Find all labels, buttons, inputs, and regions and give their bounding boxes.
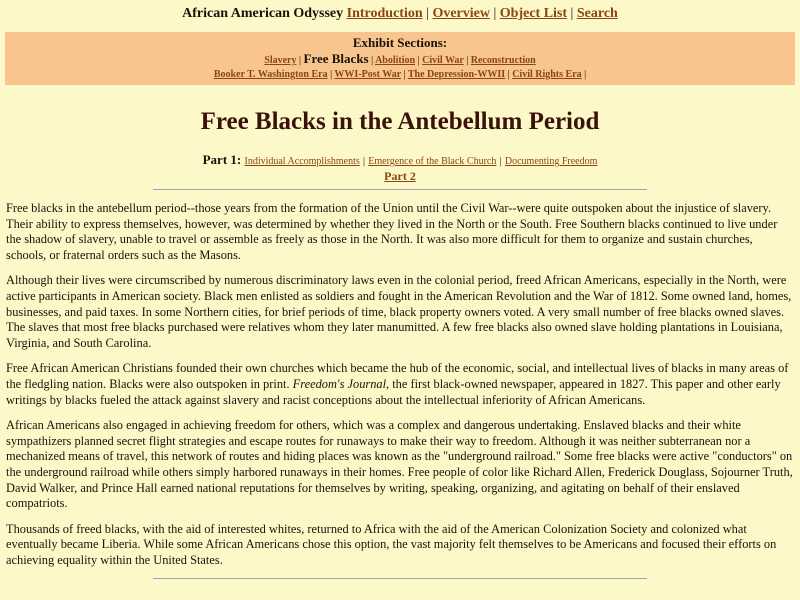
section-link-abolition[interactable]: Abolition <box>375 55 416 66</box>
section-link-civil-rights-era[interactable]: Civil Rights Era <box>512 69 582 80</box>
nav-link-search[interactable]: Search <box>576 6 618 21</box>
section-link-depression-wwii[interactable]: The Depression-WWII <box>407 69 506 80</box>
part-2-row <box>0 169 800 183</box>
section-link-booker-t-washington-era[interactable]: Booker T. Washington Era <box>213 69 328 80</box>
section-separator: | <box>371 55 374 66</box>
page-title: Free Blacks in the Antebellum Period <box>200 108 600 135</box>
exhibit-sections-heading: Exhibit Sections: <box>352 35 448 50</box>
paragraph-5: Thousands of freed blacks, with the aid of interested whites, returned to Africa with the aid of the American Colonization Society and colonized what eventually became Liberia. While some African Americans chose this option, the vast majority felt themselves to be Americans and focused their efforts on achieving equality within the United States. <box>6 521 777 567</box>
divider-top <box>153 189 647 190</box>
nav-separator: | <box>570 6 574 21</box>
divider-bottom <box>153 578 647 579</box>
section-link-civil-war[interactable]: Civil War <box>422 55 464 66</box>
exhibit-sections-panel <box>5 32 795 85</box>
nav-separator: | <box>426 6 429 21</box>
paragraph-3-text-end: , the first black-owned newspaper, appeared in 1827. This paper and other early writings by blacks fueled the attack against slavery and racist conceptions about the intellectual inferiority of African Americans. <box>6 376 781 407</box>
part-1-row <box>0 153 800 169</box>
nav-link-overview[interactable]: Overview <box>432 6 490 21</box>
part-navigation <box>0 153 800 183</box>
paragraph-1: Free blacks in the antebellum period--those years from the formation of the Union until the Civil War--were quite outspoken about the injustice of slavery. Their ability to express themselves, however, was determined by whether they lived in the North or the South. Free Southern blacks continued to live under the shadow of slavery, unable to travel or assemble as freely as those in the North. It was also more difficult for them to organize and sustain churches, schools, or fraternal orders such as the Masons. <box>6 201 778 262</box>
site-title: African American Odyssey <box>182 6 344 21</box>
part-link-individual-accomplishments[interactable]: Individual Accomplishments <box>244 156 360 167</box>
paragraph-3 <box>6 361 794 408</box>
paragraph-3-text-start: Free African American Christians founded their own churches which became the hub of the economic, social, and intellectual lives of blacks in many areas of the fledgling nation. Blacks were also outspoken in print. <box>6 361 789 391</box>
top-navigation <box>0 0 800 26</box>
nav-link-object-list[interactable]: Object List <box>499 6 568 21</box>
part-separator: | <box>499 156 502 167</box>
part-link-documenting-freedom[interactable]: Documenting Freedom <box>504 156 598 167</box>
part-link-emergence-black-church[interactable]: Emergence of the Black Church <box>368 156 497 167</box>
section-link-slavery[interactable]: Slavery <box>264 55 297 66</box>
section-link-reconstruction[interactable]: Reconstruction <box>470 55 536 66</box>
part-1-label: Part 1: <box>202 152 242 167</box>
exhibit-sections-row-2 <box>5 68 795 81</box>
section-current-free-blacks: Free Blacks <box>303 51 369 66</box>
article-body <box>0 201 800 568</box>
section-link-wwi-post-war[interactable]: WWI-Post War <box>334 69 401 80</box>
part-separator: | <box>363 156 366 167</box>
section-separator: | <box>298 55 301 66</box>
section-separator: | <box>417 55 420 66</box>
nav-link-introduction[interactable]: Introduction <box>346 6 423 21</box>
section-separator: | <box>403 69 406 80</box>
section-separator: | <box>507 69 510 80</box>
freedoms-journal-title: Freedom's Journal <box>292 376 387 391</box>
section-separator: | <box>330 69 333 80</box>
exhibit-sections-row-1 <box>5 51 795 68</box>
section-separator: | <box>466 55 469 66</box>
nav-separator: | <box>493 6 497 21</box>
section-separator: | <box>584 69 587 80</box>
part-2-link[interactable]: Part 2 <box>384 169 416 183</box>
paragraph-4: African Americans also engaged in achieving freedom for others, which was a complex and dangerous undertaking. Enslaved blacks and their white sympathizers planned secret flight strategies and escape routes for runaways to make their way to freedom. Although it was neither subterranean nor a mechanized means of travel, this network of routes and hiding places was known as the "underground railroad." Some free blacks were active "conductors" on the underground railroad while others simply harbored runaways in their homes. Free people of color like Richard Allen, Frederick Douglass, Sojourner Truth, David Walker, and Prince Hall earned national reputations for themselves by writing, speaking, organizing, and agitating on behalf of their enslaved compatriots. <box>6 418 793 511</box>
paragraph-2: Although their lives were circumscribed by numerous discriminatory laws even in the colonial period, freed African Americans, especially in the North, were active participants in American society. Black men enlisted as soldiers and fought in the American Revolution and the War of 1812. Some owned land, homes, businesses, and paid taxes. In some Northern cities, for brief periods of time, black property owners voted. A very small number of free blacks owned slaves. The slaves that most free blacks purchased were relatives whom they later manumitted. A few free blacks also owned slave holding plantations in Louisiana, Virginia, and South Carolina. <box>6 273 792 350</box>
